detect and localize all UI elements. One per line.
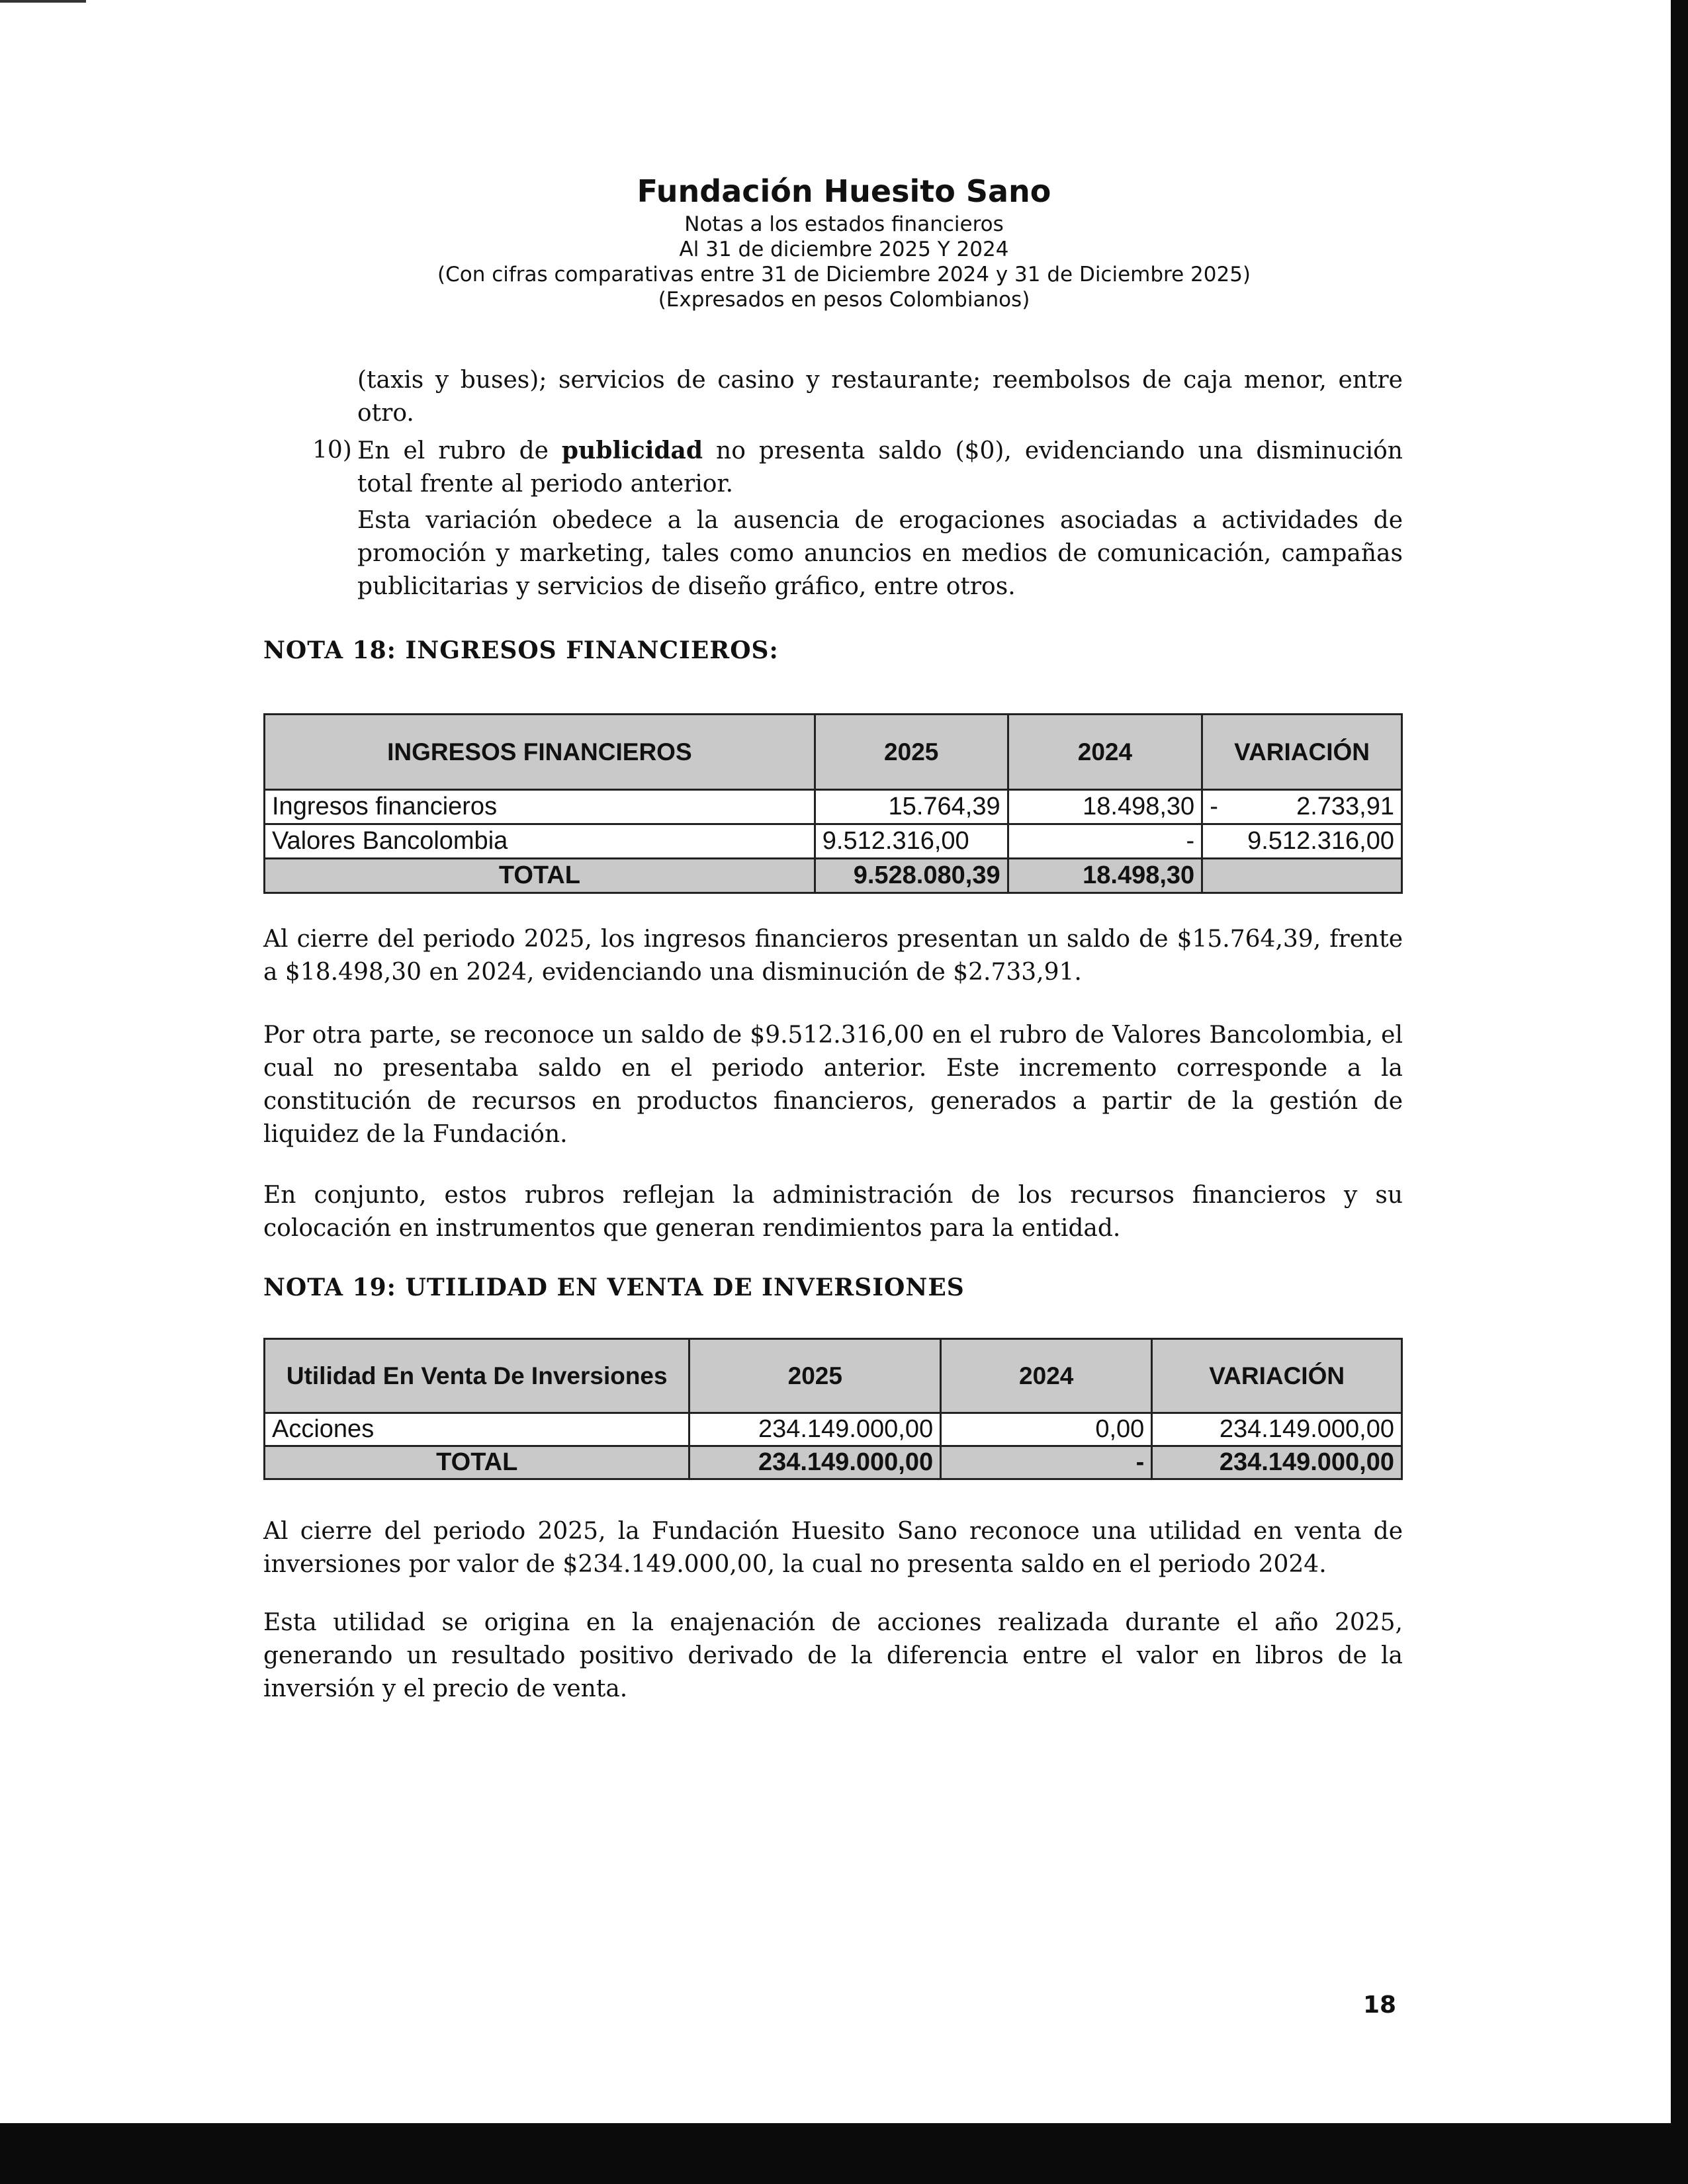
table-row: [265, 824, 1402, 859]
table-total-row: [265, 1446, 1402, 1479]
variation-value: 2.733,91: [1296, 793, 1394, 820]
item10-explanation: Esta variación obedece a la ausencia de erogaciones asociadas a actividades de promoción y marketing, tales como anuncios en medios de comunicación, campañas publicitarias y servicios de diseño gráfico, entre otros.: [357, 507, 1403, 600]
item-number: 10): [312, 437, 352, 464]
table-total-row: [265, 859, 1402, 893]
total-2025: 9.528.080,39: [815, 859, 1008, 893]
table-header-row: [265, 1339, 1402, 1413]
nota18-paragraph: Por otra parte, se reconoce un saldo de $9.512.316,00 en el rubro de Valores Bancolombia, el cual no presentaba saldo en el periodo anterior. Este incremento corresponde a la constitución de recursos en productos financieros, generados a partir de la gestión de liquidez de la Fundación.: [263, 1022, 1403, 1148]
total-2025: 234.149.000,00: [689, 1446, 941, 1479]
table-header: 2025: [689, 1339, 941, 1413]
table-row: [265, 790, 1402, 824]
table-header: VARIACIÓN: [1202, 715, 1402, 790]
nota18-paragraph: Al cierre del periodo 2025, los ingresos financieros presentan un saldo de $15.764,39, frente a $18.498,30 en 2024, evidenciando una disminución de $2.733,91.: [263, 926, 1403, 986]
row-value-2024: 18.498,30: [1008, 790, 1202, 824]
scan-edge-line: [0, 0, 86, 3]
variation-sign: -: [1210, 793, 1218, 820]
table-row: [265, 1413, 1402, 1446]
total-label: TOTAL: [265, 1446, 689, 1479]
nota19-paragraph: Esta utilidad se origina en la enajenación de acciones realizada durante el año 2025, generando un resultado positivo derivado de la diferencia entre el valor en libros de la inversión y el precio de venta.: [263, 1609, 1403, 1702]
nota18-table: [263, 713, 1403, 894]
item10-text-before: En el rubro de: [357, 437, 562, 464]
nota18-heading: NOTA 18: INGRESOS FINANCIEROS:: [263, 636, 779, 664]
total-variation: 234.149.000,00: [1152, 1446, 1402, 1479]
total-label: TOTAL: [265, 859, 815, 893]
total-2024: -: [941, 1446, 1152, 1479]
table-header: Utilidad En Venta De Inversiones: [265, 1339, 689, 1413]
row-variation: [1202, 790, 1402, 824]
row-value-2025: 15.764,39: [815, 790, 1008, 824]
nota19-table: [263, 1338, 1403, 1480]
row-value-2024: -: [1008, 824, 1202, 859]
total-variation: [1202, 859, 1402, 893]
row-label: Valores Bancolombia: [265, 824, 815, 859]
page-number: 18: [1363, 1991, 1397, 2019]
row-label: Acciones: [265, 1413, 689, 1446]
table-header: 2024: [941, 1339, 1152, 1413]
row-value-2025: 9.512.316,00: [815, 824, 1008, 859]
row-variation: 9.512.316,00: [1202, 824, 1402, 859]
organization-name: Fundación Huesito Sano: [637, 173, 1051, 209]
nota19-paragraph: Al cierre del periodo 2025, la Fundación Huesito Sano reconoce una utilidad en venta de inversiones por valor de $234.149.000,00, la cual no presenta saldo en el periodo 2024.: [263, 1518, 1403, 1578]
scan-border-right: [1671, 0, 1688, 2184]
continuation-paragraph: (taxis y buses); servicios de casino y restaurante; reembolsos de caja menor, entre otro.: [357, 367, 1403, 427]
total-2024: 18.498,30: [1008, 859, 1202, 893]
table-header: VARIACIÓN: [1152, 1339, 1402, 1413]
item10-paragraph: [357, 434, 1403, 501]
row-value-2025: 234.149.000,00: [689, 1413, 941, 1446]
row-value-2024: 0,00: [941, 1413, 1152, 1446]
scan-border-bottom: [0, 2123, 1688, 2184]
item10-bold-word: publicidad: [561, 437, 703, 464]
header-comparative-line: (Con cifras comparativas entre 31 de Diciembre 2024 y 31 de Diciembre 2025): [437, 263, 1251, 286]
item10-text-after: no presenta saldo ($0), evidenciando una disminución total frente al periodo anterior.: [357, 437, 1403, 498]
header-date-line: Al 31 de diciembre 2025 Y 2024: [679, 238, 1009, 261]
nota19-heading: NOTA 19: UTILIDAD EN VENTA DE INVERSIONES: [263, 1274, 965, 1301]
table-header: 2025: [815, 715, 1008, 790]
table-header: INGRESOS FINANCIEROS: [265, 715, 815, 790]
table-header: 2024: [1008, 715, 1202, 790]
header-subtitle: Notas a los estados financieros: [684, 212, 1004, 236]
nota18-paragraph: En conjunto, estos rubros reflejan la administración de los recursos financieros y su colocación en instrumentos que generan rendimientos para la entidad.: [263, 1182, 1403, 1242]
row-variation: 234.149.000,00: [1152, 1413, 1402, 1446]
document-header: [0, 171, 1688, 312]
table-header-row: [265, 715, 1402, 790]
row-label: Ingresos financieros: [265, 790, 815, 824]
header-currency-line: (Expresados en pesos Colombianos): [658, 288, 1030, 312]
